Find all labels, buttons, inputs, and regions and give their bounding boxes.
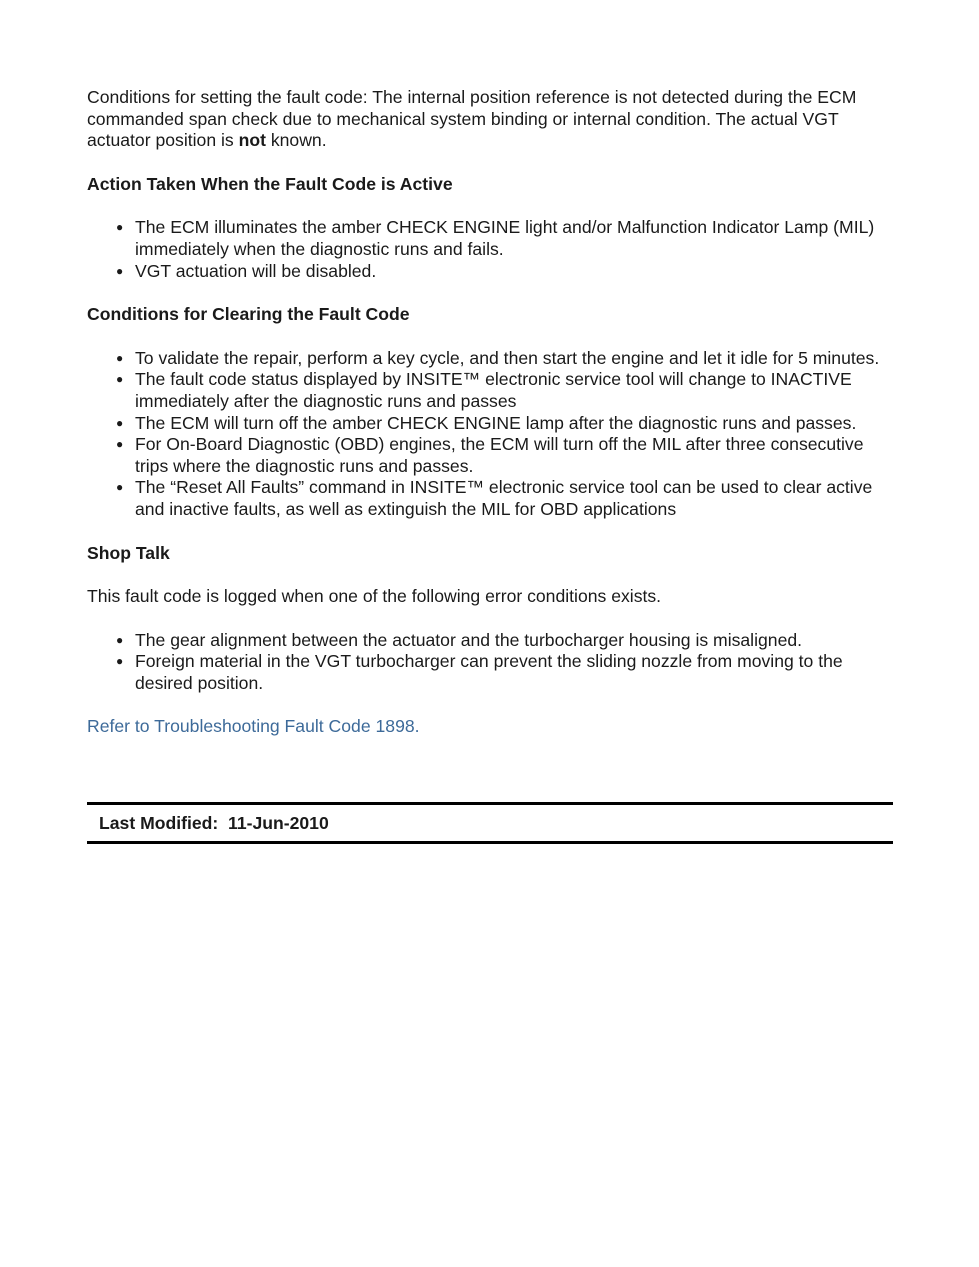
intro-text-end: known.: [265, 130, 327, 151]
bullet-icon: ●: [116, 632, 124, 647]
bullet-icon: ●: [116, 220, 124, 235]
list-item-text: For On-Board Diagnostic (OBD) engines, the ECM will turn off the MIL after three consecutive trips where the diagnostic runs and passes.: [135, 434, 864, 476]
intro-emphasis: not: [238, 130, 266, 151]
list-item: [116, 629, 893, 652]
list-item: [116, 260, 893, 283]
list-item-text: The “Reset All Faults” command in INSITE™ electronic service tool can be used to clear active and inactive faults, as well as extinguish the MIL for OBD applications: [135, 477, 873, 519]
list-item: [116, 217, 893, 260]
bullet-icon: ●: [116, 480, 124, 495]
shop-talk-paragraph: This fault code is logged when one of the following error conditions exists.: [87, 586, 662, 607]
shop-talk-list: [87, 630, 893, 695]
list-item: [116, 412, 893, 435]
shop-talk-heading: Shop Talk: [87, 542, 170, 563]
troubleshooting-link[interactable]: Refer to Troubleshooting Fault Code 1898.: [87, 716, 420, 737]
list-item-text: The ECM illuminates the amber CHECK ENGINE light and/or Malfunction Indicator Lamp (MIL) immediately when the diagnostic runs and fails.: [135, 217, 875, 259]
clearing-list: [87, 348, 893, 521]
bullet-icon: ●: [116, 415, 124, 430]
list-item-text: The ECM will turn off the amber CHECK ENGINE lamp after the diagnostic runs and passes.: [135, 412, 857, 433]
list-item-text: The gear alignment between the actuator and the turbocharger housing is misaligned.: [135, 629, 803, 650]
fault-conditions-paragraph: [87, 87, 893, 152]
list-item: [116, 347, 893, 370]
bullet-icon: ●: [116, 654, 124, 669]
document-body: [87, 87, 893, 760]
bullet-icon: ●: [116, 372, 124, 387]
bullet-icon: ●: [116, 263, 124, 278]
list-item: [116, 477, 893, 520]
bullet-icon: ●: [116, 437, 124, 452]
bullet-icon: ●: [116, 350, 124, 365]
list-item-text: Foreign material in the VGT turbocharger can prevent the sliding nozzle from moving to the desired position.: [135, 651, 843, 693]
list-item-text: To validate the repair, perform a key cycle, and then start the engine and let it idle for 5 minutes.: [135, 347, 880, 368]
action-heading: Action Taken When the Fault Code is Active: [87, 173, 453, 194]
last-modified-label: Last Modified: 11-Jun-2010: [99, 813, 329, 833]
list-item: [116, 434, 893, 477]
list-item: [116, 369, 893, 412]
action-list: [87, 217, 893, 282]
intro-text: Conditions for setting the fault code: The internal position reference is not detected during the ECM commanded span check due to mechanical system binding or internal condition. The actual VGT actuator position is: [87, 87, 857, 151]
list-item-text: VGT actuation will be disabled.: [135, 260, 377, 281]
list-item: [116, 651, 893, 694]
footer-bar: [87, 802, 893, 844]
clearing-heading: Conditions for Clearing the Fault Code: [87, 304, 410, 325]
list-item-text: The fault code status displayed by INSITE™ electronic service tool will change to INACTIVE immediately after the diagnostic runs and passes: [135, 369, 852, 411]
